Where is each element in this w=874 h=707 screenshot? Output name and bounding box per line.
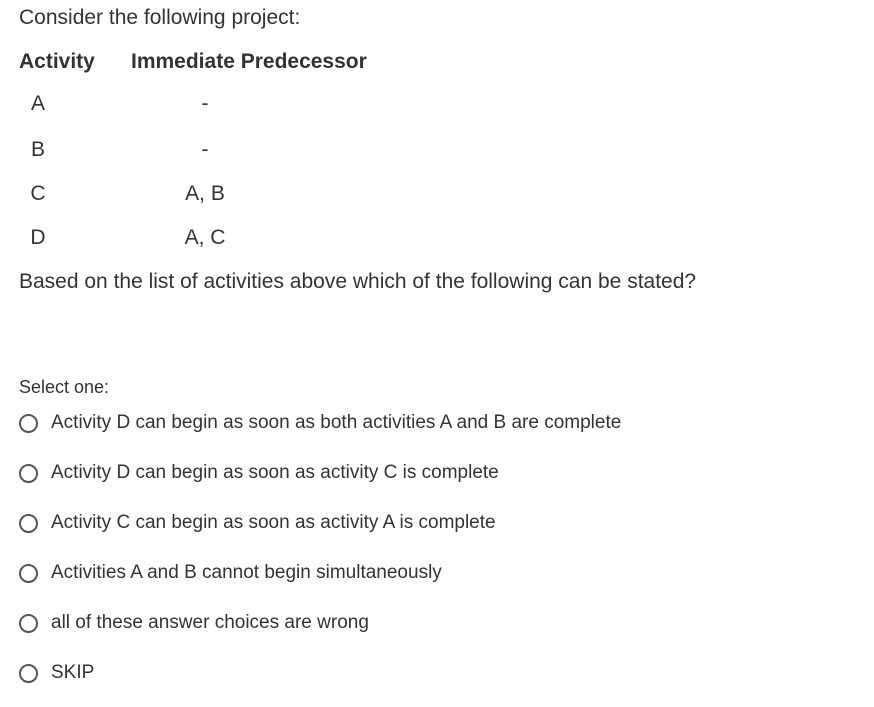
- answer-option-label[interactable]: Activity D can begin as soon as activity C is complete: [51, 462, 499, 483]
- radio-button[interactable]: [19, 464, 38, 483]
- answer-option[interactable]: [19, 659, 94, 687]
- activity-cell: D: [30, 226, 46, 249]
- answer-option-label[interactable]: SKIP: [51, 662, 95, 683]
- predecessor-cell: A, B: [185, 182, 225, 205]
- answer-option[interactable]: [19, 409, 621, 437]
- radio-button[interactable]: [19, 664, 38, 683]
- radio-button[interactable]: [19, 414, 38, 433]
- select-one-label: Select one:: [19, 377, 110, 397]
- answer-option[interactable]: [19, 459, 499, 487]
- intro-text: Consider the following project:: [19, 6, 301, 29]
- predecessor-cell: A, C: [184, 226, 226, 249]
- answer-option[interactable]: [19, 609, 369, 637]
- activity-cell: B: [30, 138, 45, 161]
- activity-column-header: Activity: [19, 50, 95, 73]
- activity-cell: C: [30, 182, 46, 205]
- answer-option-label[interactable]: Activities A and B cannot begin simultaneously: [51, 562, 442, 583]
- radio-button[interactable]: [19, 514, 38, 533]
- predecessor-column-header: Immediate Predecessor: [131, 50, 367, 73]
- answer-option-label[interactable]: Activity C can begin as soon as activity A is complete: [51, 512, 496, 533]
- answer-option[interactable]: [19, 509, 496, 537]
- answer-option-label[interactable]: Activity D can begin as soon as both activities A and B are complete: [51, 412, 622, 433]
- radio-button[interactable]: [19, 614, 38, 633]
- answer-option[interactable]: [19, 559, 442, 587]
- question-text: Based on the list of activities above which of the following can be stated?: [19, 270, 697, 293]
- answer-option-label[interactable]: all of these answer choices are wrong: [51, 612, 369, 633]
- predecessor-cell: -: [201, 138, 209, 161]
- predecessor-cell: -: [201, 92, 209, 115]
- activity-cell: A: [30, 92, 45, 115]
- radio-button[interactable]: [19, 564, 38, 583]
